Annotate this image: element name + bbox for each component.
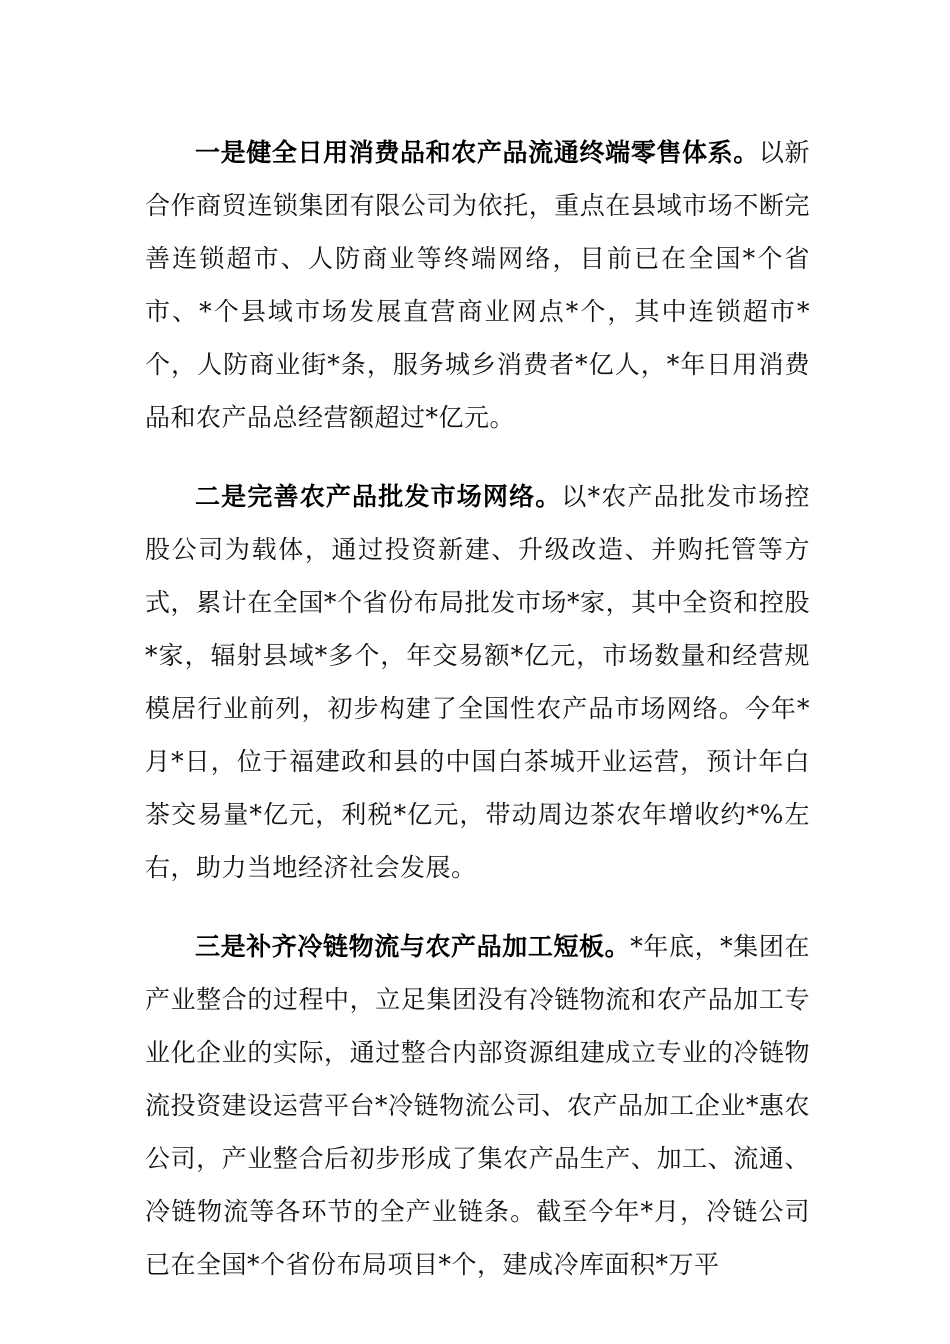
paragraph-heading: 二是完善农产品批发市场网络。 (195, 482, 562, 511)
document-body (145, 126, 810, 1317)
paragraph-wholesale-market (145, 470, 810, 894)
paragraph-text: *年底，*集团在产业整合的过程中，立足集团没有冷链物流和农产品加工专业化企业的实际，通过整合内部资源组建成立专业的冷链物流投资建设运营平台*冷链物流公司、农产品加工企业*惠农公司，产业整合后初步形成了集农产品生产、加工、流通、冷链物流等各环节的全产业链条。截至今年*月，冷链公司已在全国*个省份布局项目*个，建成冷库面积*万平 (145, 932, 810, 1279)
paragraph-heading: 三是补齐冷链物流与农产品加工短板。 (195, 932, 631, 961)
paragraph-cold-chain (145, 920, 810, 1291)
paragraph-retail-system (145, 126, 810, 444)
paragraph-text: 以*农产品批发市场控股公司为载体，通过投资新建、升级改造、并购托管等方式，累计在全国*个省份布局批发市场*家，其中全资和控股*家，辐射县域*多个，年交易额*亿元，市场数量和经营规模居行业前列，初步构建了全国性农产品市场网络。今年*月*日，位于福建政和县的中国白茶城开业运营，预计年白茶交易量*亿元，利税*亿元，带动周边茶农年增收约*%左右，助力当地经济社会发展。 (145, 482, 810, 882)
paragraph-text: 以新合作商贸连锁集团有限公司为依托，重点在县域市场不断完善连锁超市、人防商业等终端网络，目前已在全国*个省市、*个县域市场发展直营商业网点*个，其中连锁超市*个，人防商业街*条，服务城乡消费者*亿人，*年日用消费品和农产品总经营额超过*亿元。 (145, 138, 810, 432)
paragraph-heading: 一是健全日用消费品和农产品流通终端零售体系。 (195, 138, 759, 167)
